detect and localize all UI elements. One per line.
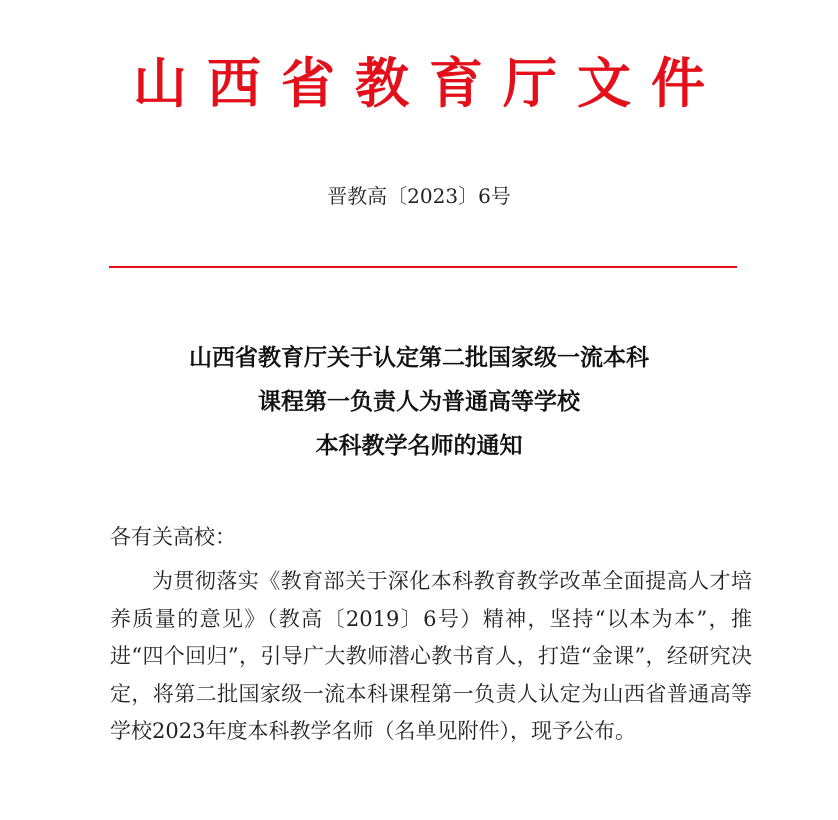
- body-paragraph: 为贯彻落实《教育部关于深化本科教育教学改革全面提高人才培养质量的意见》（教高〔2019〕6号）精神，坚持“以本为本”，推进“四个回归”，引导广大教师潜心教书育人，打造“金课”，经研究决定，将第二批国家级一流本科课程第一负责人认定为山西省普通高等学校2023年度本科教学名师（名单见附件），现予公布。: [110, 569, 752, 743]
- salutation: 各有关高校：: [110, 525, 236, 549]
- issuer-header: 山西省教育厅文件: [133, 51, 725, 115]
- title-line-1: 山西省教育厅关于认定第二批国家级一流本科: [189, 344, 649, 371]
- title-line-2: 课程第一负责人为普通高等学校: [258, 388, 580, 415]
- document-number: 晋教高〔2023〕6号: [327, 184, 511, 208]
- title-line-3: 本科教学名师的通知: [315, 432, 523, 459]
- red-separator-line: [109, 266, 737, 268]
- document-title: [0, 336, 838, 468]
